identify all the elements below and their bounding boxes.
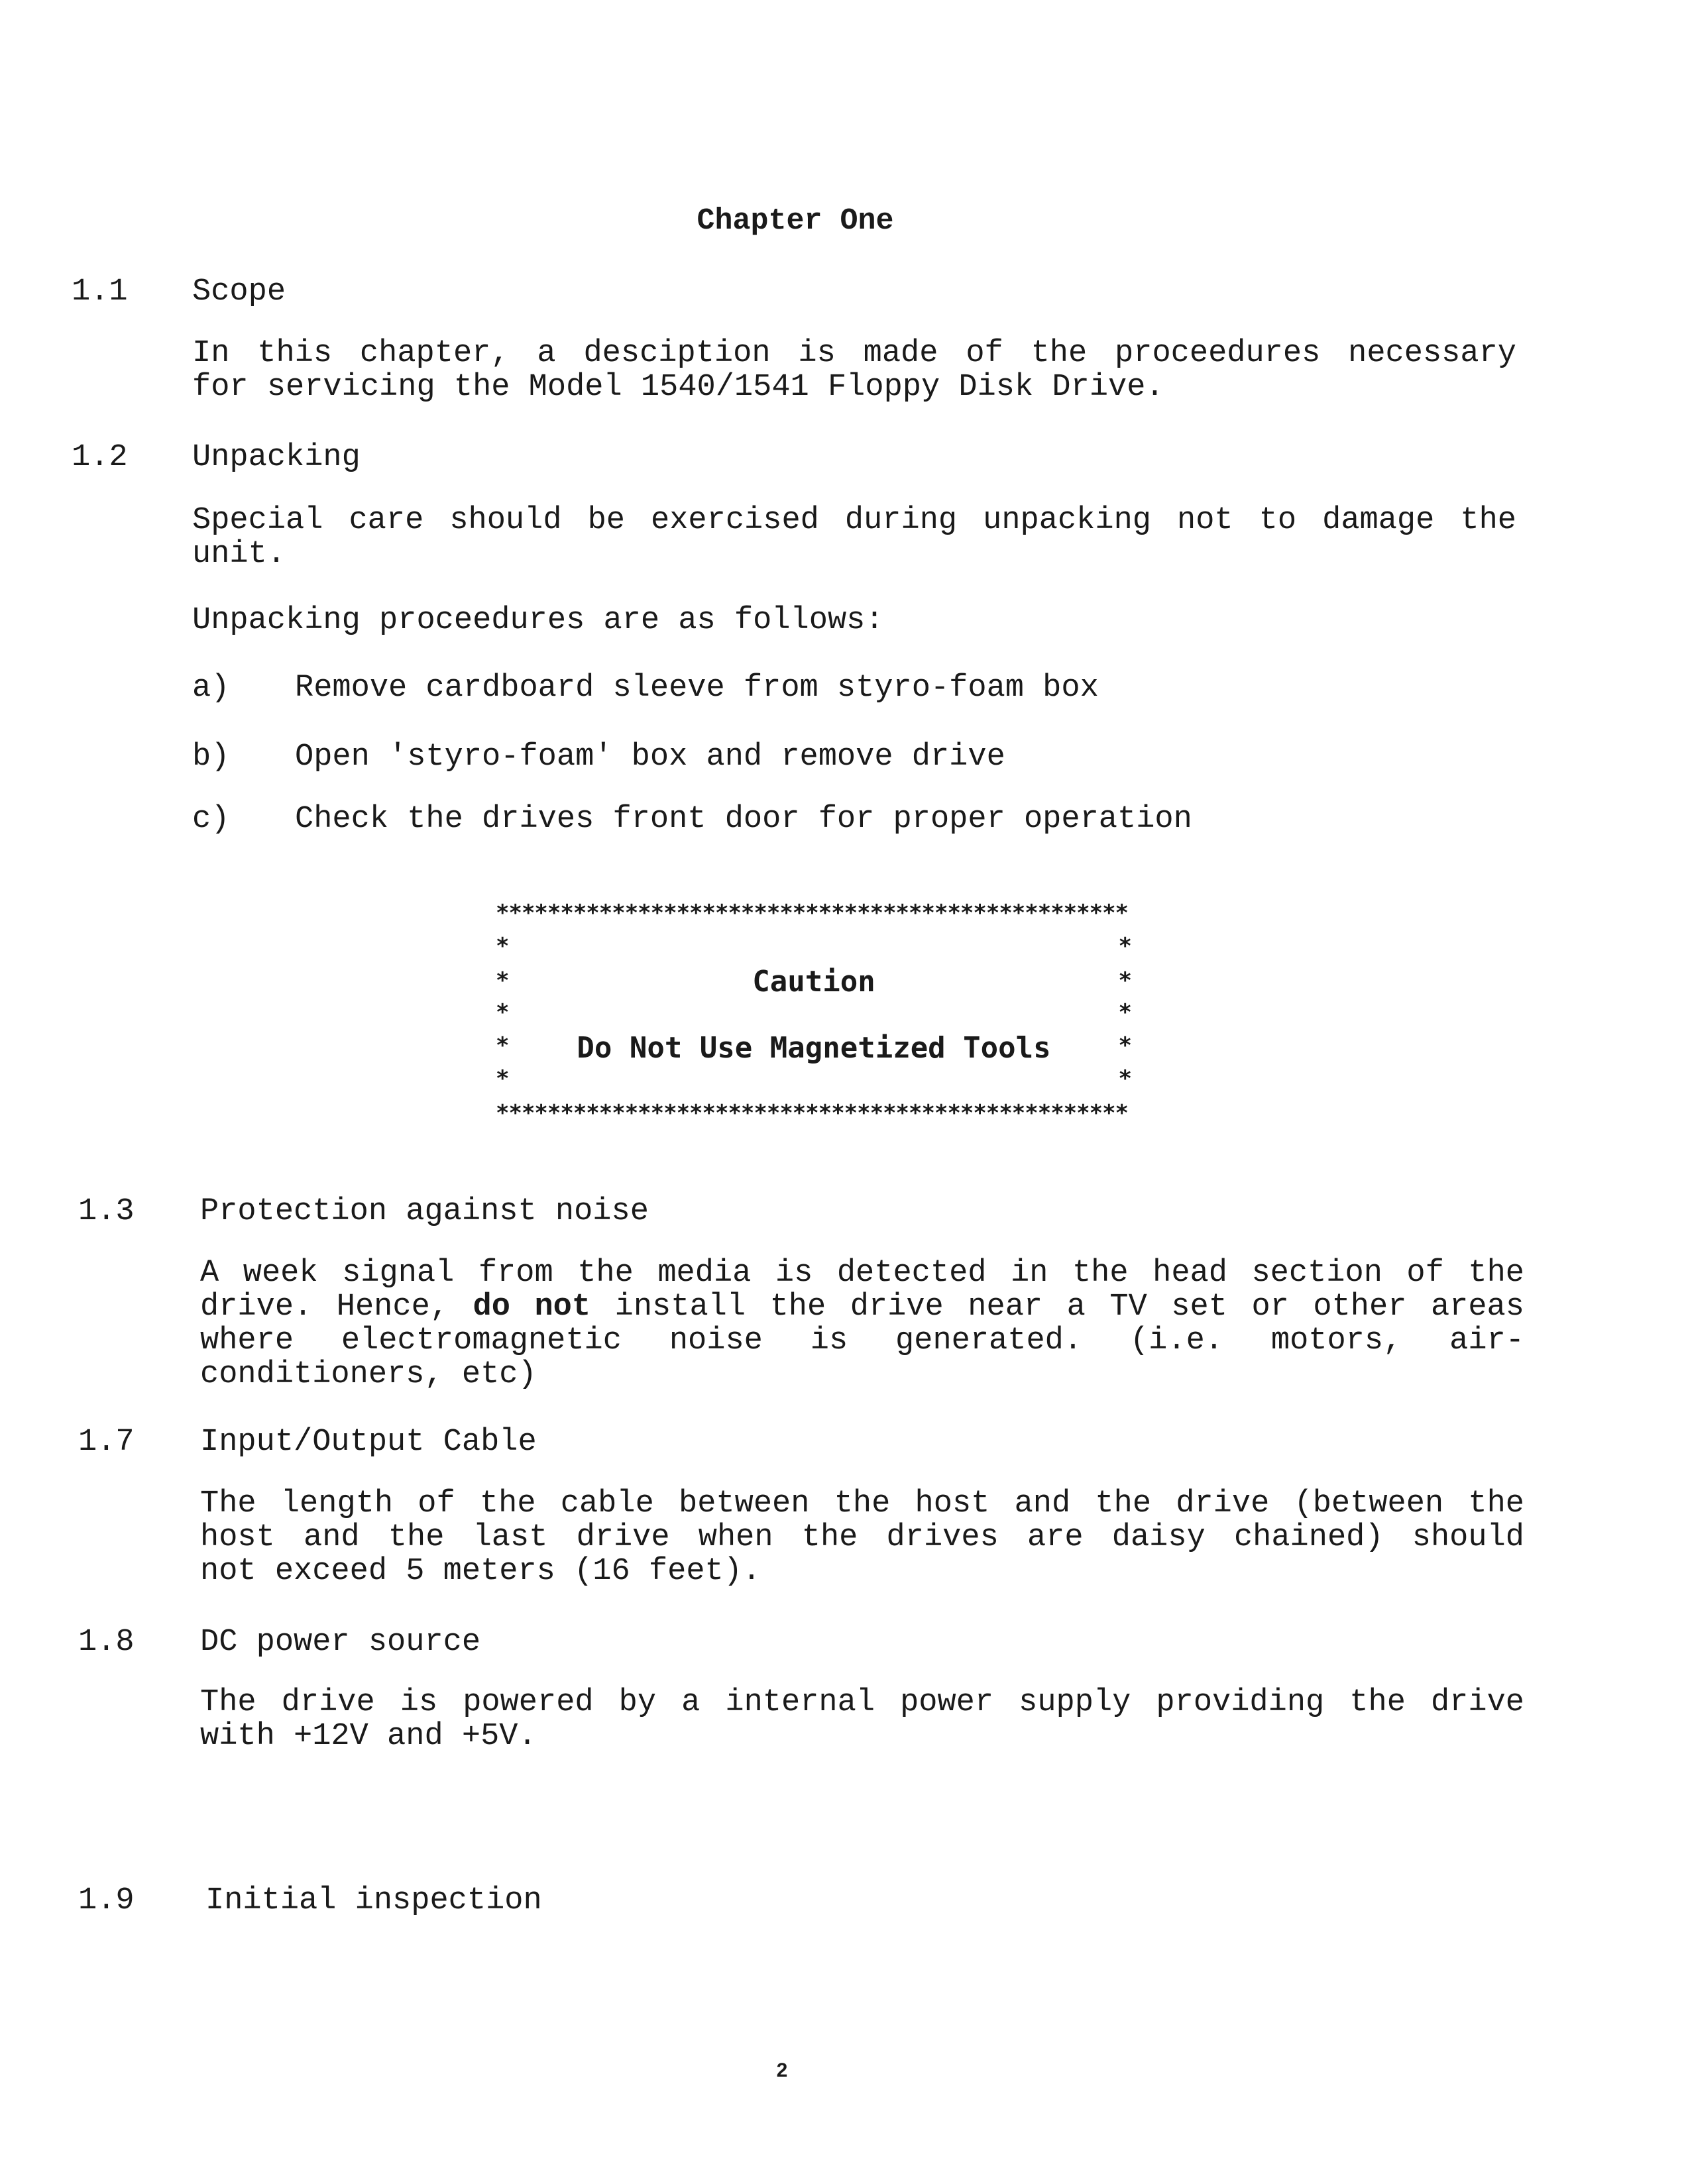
section-title-dc-power: DC power source (200, 1625, 481, 1660)
asterisk-border-right: * (1118, 1032, 1132, 1059)
caution-title: Caution (752, 965, 875, 999)
paragraph-line: In this chapter, a desciption is made of the proceedures necessary (192, 336, 1516, 371)
step-marker: b) (192, 739, 230, 775)
section-number-1-8: 1.8 (78, 1625, 135, 1660)
unpacking-paragraph (192, 504, 1516, 571)
paragraph-line: A week signal from the media is detected in the head section of the (200, 1256, 1524, 1291)
text-span: drive. Hence, (200, 1289, 449, 1325)
dc-power-paragraph (200, 1686, 1524, 1753)
io-cable-paragraph (200, 1487, 1524, 1588)
step-text: Check the drives front door for proper operation (295, 802, 1192, 837)
asterisk-border-right: * (1118, 933, 1132, 959)
section-title-initial-inspection: Initial inspection (205, 1883, 542, 1918)
paragraph-line: The drive is powered by a internal power supply providing the drive (200, 1685, 1524, 1720)
scope-paragraph (192, 337, 1516, 404)
step-text: Remove cardboard sleeve from styro-foam box (295, 671, 1099, 706)
section-number-1-1: 1.1 (72, 274, 128, 309)
paragraph-line: host and the last drive when the drives are daisy chained) should (200, 1520, 1524, 1555)
paragraph-line: conditioners, etc) (200, 1357, 537, 1392)
paragraph-line: Special care should be exercised during unpacking not to damage the (192, 503, 1516, 538)
text-span: install the drive near a TV set or other areas (614, 1289, 1524, 1325)
asterisk-border-right: * (1118, 1065, 1132, 1092)
step-text: Open 'styro-foam' box and remove drive (295, 739, 1005, 775)
asterisk-border-top: ************************************************* (496, 900, 1129, 926)
section-title-noise: Protection against noise (200, 1194, 649, 1229)
section-title-scope: Scope (192, 274, 286, 309)
paragraph-line: for servicing the Model 1540/1541 Floppy Disk Drive. (192, 370, 1164, 405)
chapter-title: Chapter One (697, 204, 894, 238)
paragraph-line: with +12V and +5V. (200, 1719, 537, 1754)
section-title-io-cable: Input/Output Cable (200, 1425, 537, 1460)
section-title-unpacking: Unpacking (192, 440, 361, 475)
asterisk-border-left: * (496, 999, 510, 1026)
asterisk-border-bottom: ************************************************* (496, 1100, 1129, 1126)
asterisk-border-left: * (496, 1065, 510, 1092)
noise-paragraph (200, 1256, 1524, 1392)
step-marker: c) (192, 802, 230, 837)
paragraph-line: where electromagnetic noise is generated. (i.e. motors, air- (200, 1323, 1524, 1358)
caution-message: Do Not Use Magnetized Tools (577, 1031, 1051, 1065)
caution-box (496, 900, 1132, 1125)
asterisk-border-right: * (1118, 999, 1132, 1026)
section-number-1-9: 1.9 (78, 1883, 135, 1918)
page-number: 2 (776, 2059, 788, 2081)
do-not-emphasis: do not (473, 1289, 591, 1325)
step-marker: a) (192, 671, 230, 706)
asterisk-border-left: * (496, 933, 510, 959)
section-number-1-3: 1.3 (78, 1194, 135, 1229)
paragraph-line (200, 1290, 1524, 1324)
section-number-1-2: 1.2 (72, 440, 128, 475)
section-number-1-7: 1.7 (78, 1425, 135, 1460)
paragraph-line: The length of the cable between the host and the drive (between the (200, 1486, 1524, 1521)
asterisk-border-right: * (1118, 967, 1132, 994)
unpacking-intro: Unpacking proceedures are as follows: (192, 603, 884, 638)
paragraph-line: unit. (192, 537, 286, 572)
paragraph-line: not exceed 5 meters (16 feet). (200, 1554, 761, 1589)
asterisk-border-left: * (496, 1032, 510, 1059)
asterisk-border-left: * (496, 967, 510, 994)
